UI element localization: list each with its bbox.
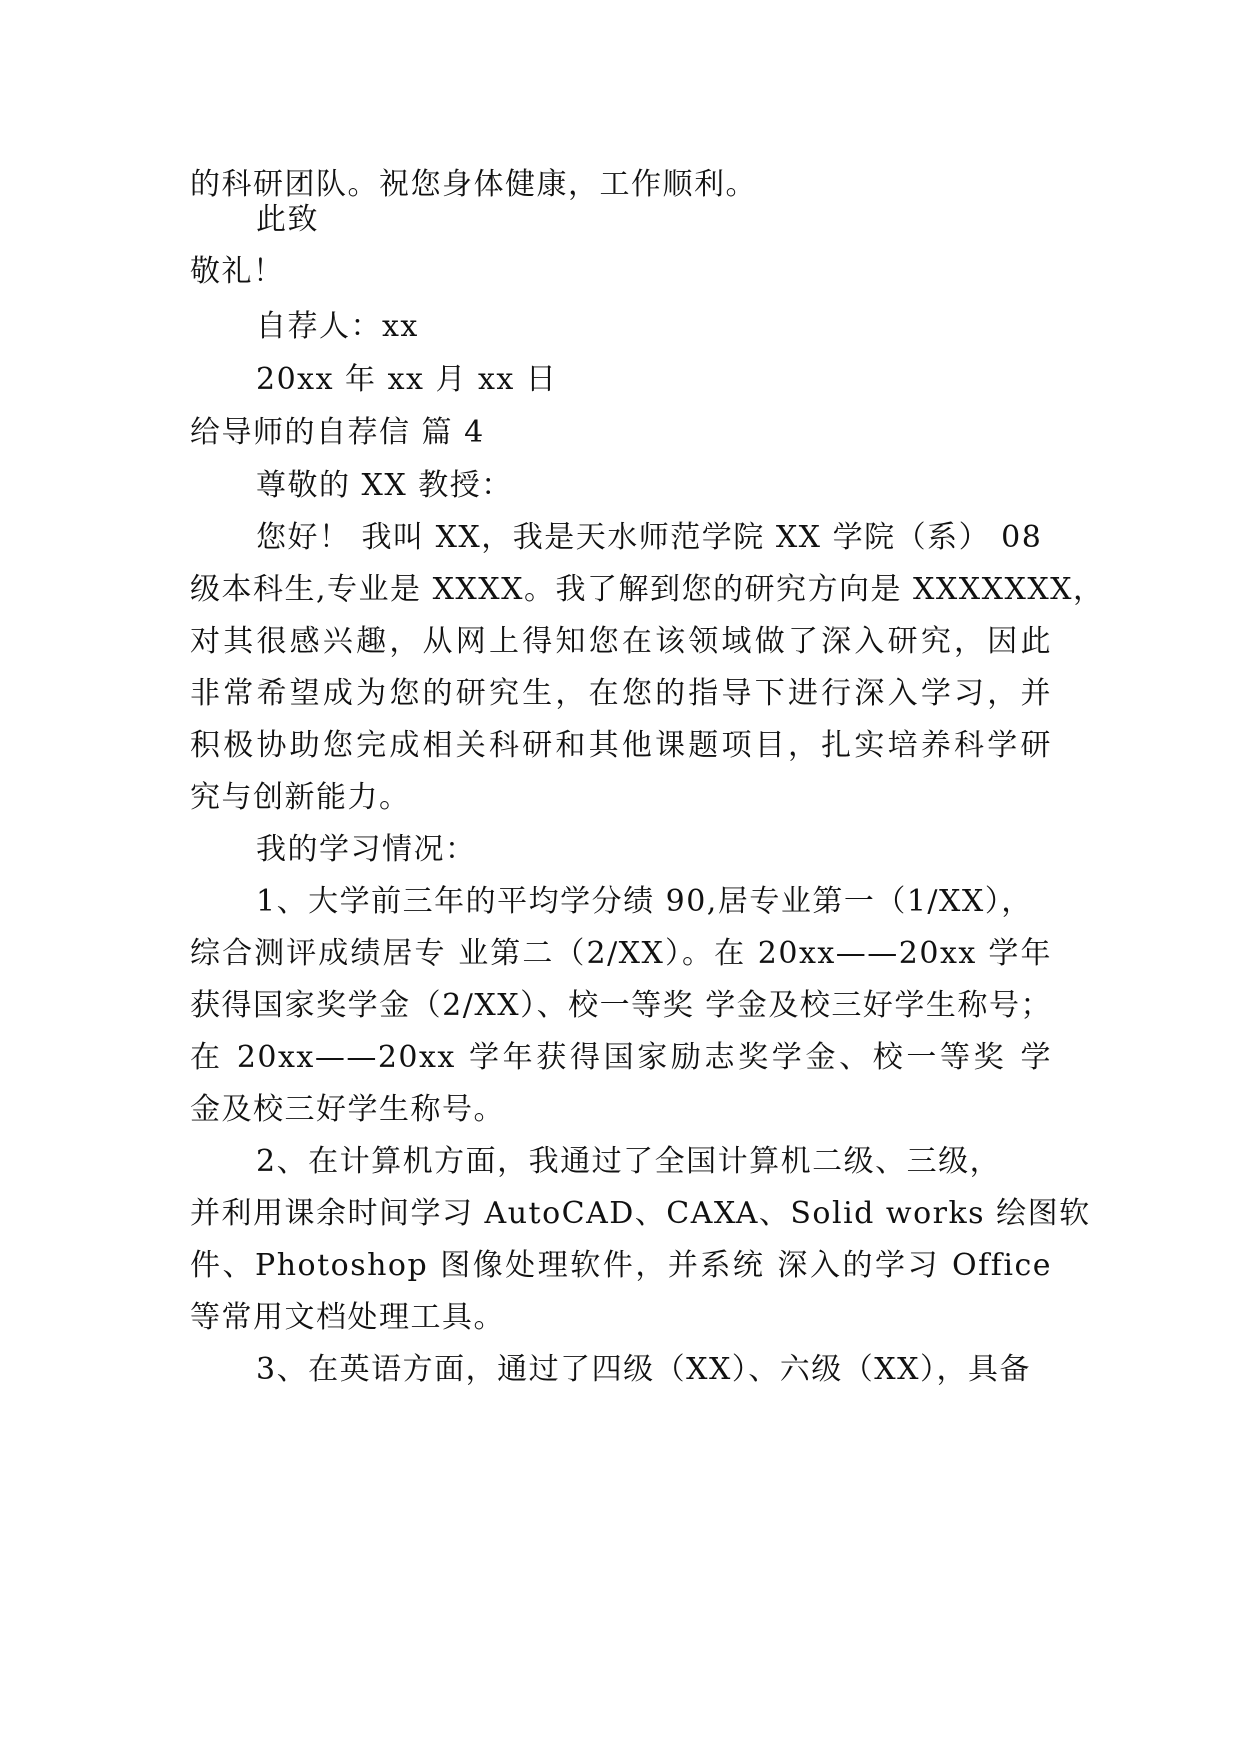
subsection-heading: 我的学习情况： — [256, 832, 477, 867]
text-line: 3、在英语方面，通过了四级（XX）、六级（XX），具备 — [256, 1352, 1032, 1387]
text-line: 2、在计算机方面，我通过了全国计算机二级、三级， — [256, 1144, 1002, 1179]
closing-regards: 敬礼！ — [190, 254, 285, 289]
date-line: 20xx 年 xx 月 xx 日 — [256, 362, 558, 397]
text-line: 您好！ 我叫 XX，我是天水师范学院 XX 学院（系） 08 — [256, 520, 1043, 555]
text-line: 积极协助您完成相关科研和其他课题项目，扎实培养科学研 — [190, 728, 1052, 763]
text-line: 并利用课余时间学习 AutoCAD、CAXA、Solid works 绘图软 — [190, 1196, 1091, 1231]
text-line: 级本科生,专业是 XXXX。我了解到您的研究方向是 XXXXXXX， — [190, 572, 1105, 607]
closing-salutation: 此致 — [256, 202, 319, 237]
greeting-line: 尊敬的 XX 教授： — [256, 468, 513, 503]
text-line: 获得国家奖学金（2/XX）、校一等奖 学金及校三好学生称号； — [190, 988, 1052, 1023]
text-line: 综合测评成绩居专 业第二（2/XX）。在 20xx——20xx 学年 — [190, 936, 1052, 971]
text-line: 等常用文档处理工具。 — [190, 1300, 505, 1335]
text-line: 件、Photoshop 图像处理软件，并系统 深入的学习 Office — [190, 1248, 1052, 1283]
text-line: 的科研团队。祝您身体健康，工作顺利。 — [190, 167, 757, 202]
text-line: 究与创新能力。 — [190, 780, 411, 815]
text-line: 对其很感兴趣，从网上得知您在该领域做了深入研究，因此 — [190, 624, 1052, 659]
signature-line: 自荐人：xx — [256, 309, 419, 344]
section-title: 给导师的自荐信 篇 4 — [190, 415, 485, 450]
text-line: 在 20xx——20xx 学年获得国家励志奖学金、校一等奖 学 — [190, 1040, 1052, 1075]
text-line: 非常希望成为您的研究生，在您的指导下进行深入学习，并 — [190, 676, 1052, 711]
text-line: 金及校三好学生称号。 — [190, 1092, 505, 1127]
text-line: 1、大学前三年的平均学分绩 90,居专业第一（1/XX）， — [256, 884, 1033, 919]
